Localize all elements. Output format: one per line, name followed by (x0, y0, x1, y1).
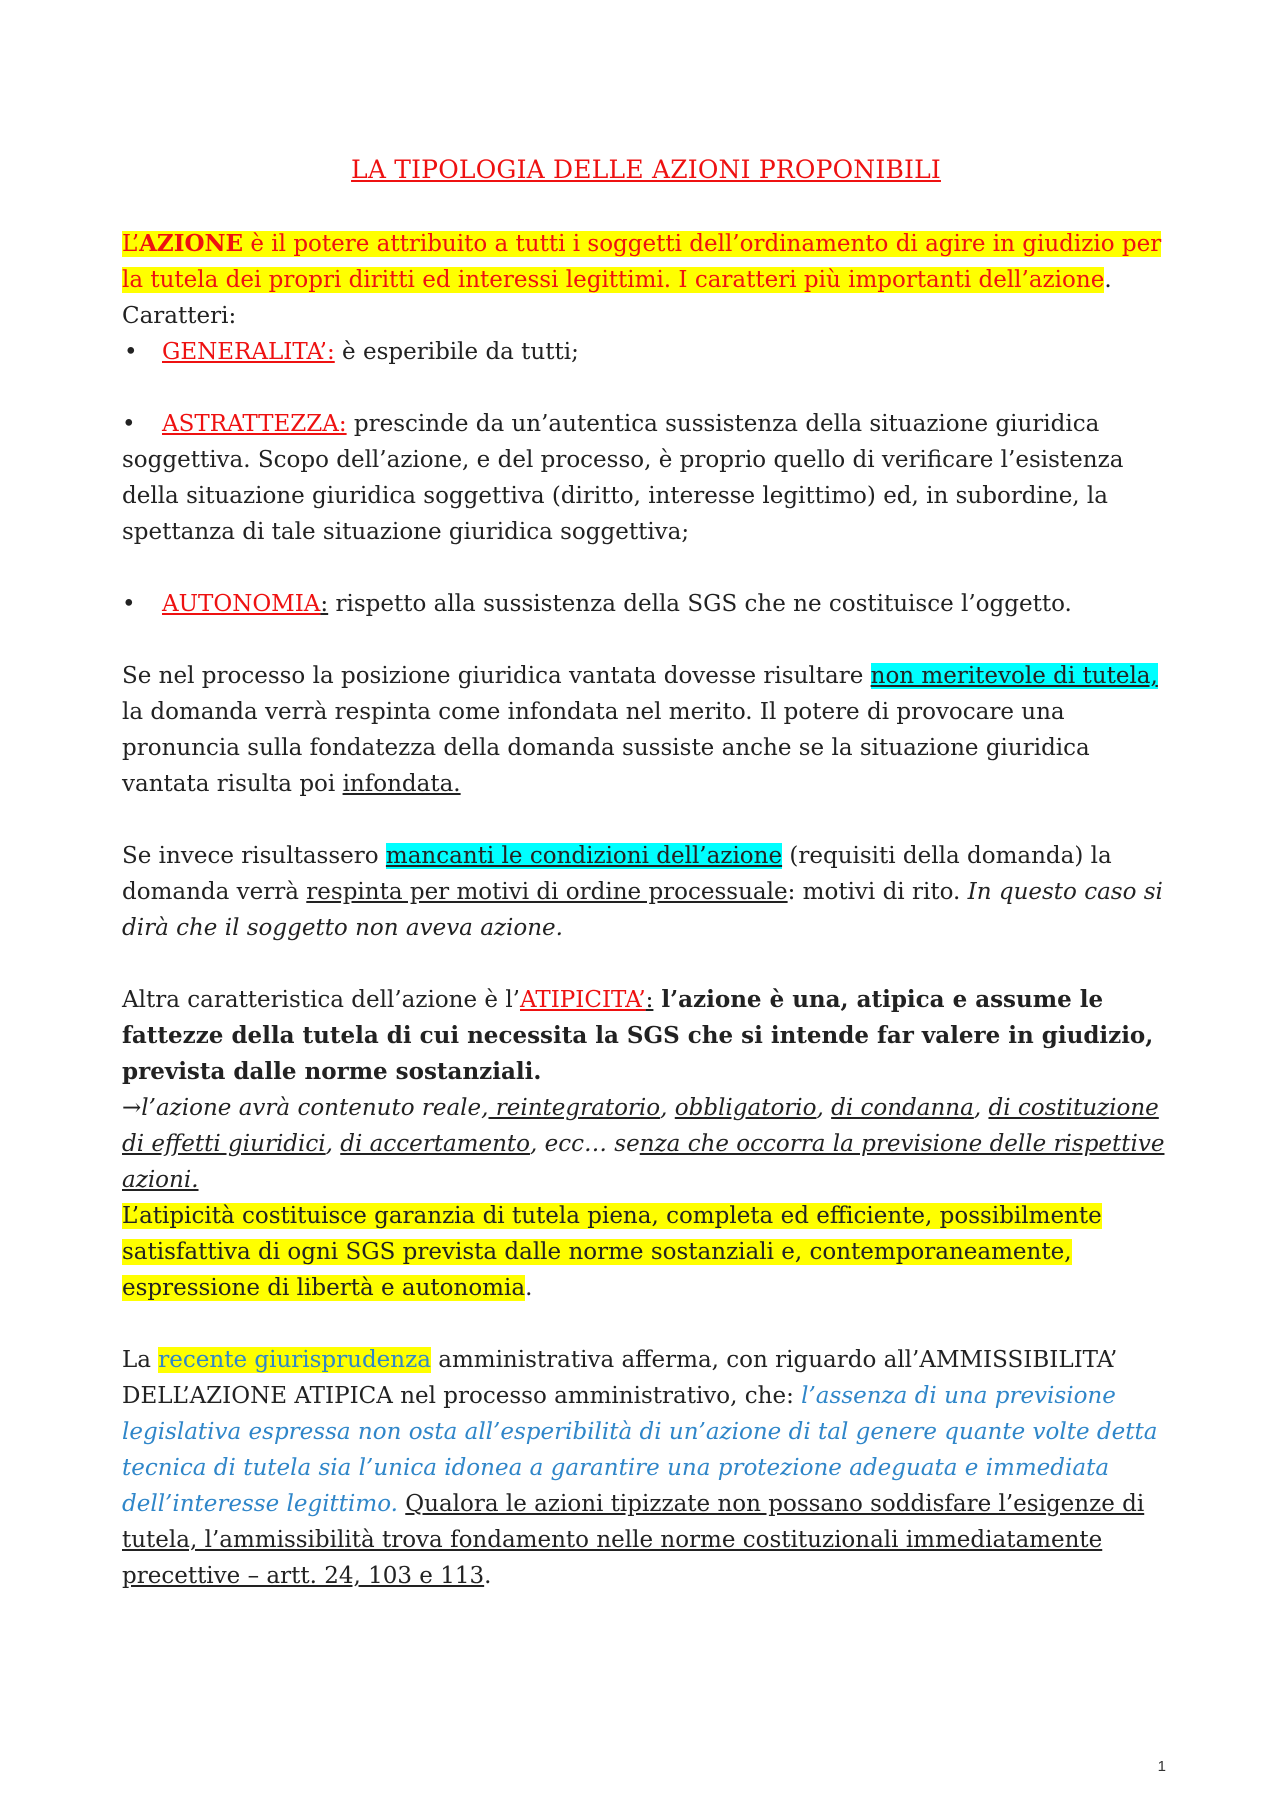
intro-text: è il potere attribuito a tutti i soggetti dell’ordinamento di agire in giudizio per la tutela dei propri diritti ed interessi legittimi. I caratteri più importanti dell’azione (122, 231, 1162, 293)
bullet-term: GENERALITA’: (162, 339, 335, 365)
bullet-astrattezza (122, 406, 1170, 550)
para2-text-a: Se invece risultassero (122, 843, 386, 869)
para3-italic-text: l’azione avrà contenuto reale, (141, 1095, 489, 1121)
caratteri-label: Caratteri: (122, 303, 237, 329)
page-number: 1 (1157, 1758, 1166, 1775)
atipicita-term: ATIPICITA’ (520, 987, 646, 1013)
intro-highlight (122, 231, 1161, 293)
para1-text-a: Se nel processo la posizione giuridica vantata dovesse risultare (122, 663, 871, 689)
bullet-term-colon: : (320, 591, 329, 617)
paragraph-giurisprudenza (122, 1342, 1170, 1594)
para4-text-a: La (122, 1347, 159, 1373)
para3-u-accertamento: di accertamento (340, 1131, 530, 1157)
para3-sep: , (816, 1095, 832, 1121)
para1-highlight: non meritevole di tutela, (870, 663, 1158, 689)
bullet-generalita (122, 334, 1170, 370)
bullet-icon: • (122, 411, 136, 437)
para3-bold: l’azione è una, atipica e assume le fattezze della tutela di cui necessita la SGS che si intende far valere in giudizio, prevista dalle norme sostanziali. (122, 986, 1154, 1085)
para3-u-costituzione: di costituzione di effetti giuridici (122, 1095, 1159, 1157)
page-title: LA TIPOLOGIA DELLE AZIONI PROPONIBILI (351, 155, 941, 184)
bullet-text: rispetto alla sussistenza della SGS che ne costituisce l’oggetto. (328, 591, 1072, 617)
intro-period: . (1104, 267, 1112, 293)
atipicita-colon: : (645, 987, 654, 1013)
para4-text-b: amministrativa afferma, con riguardo all’AMMISSIBILITA’ DELL’AZIONE ATIPICA nel processo amministrativo, che: (122, 1347, 1118, 1409)
para3-highlight: L’atipicità costituisce garanzia di tutela piena, completa ed efficiente, possibilmente satisfattiva di ogni SGS prevista dalle norme sostanziali e, contemporaneamente, espressione di libertà e autonomia (122, 1203, 1102, 1301)
bullet-text: è esperibile da tutti; (334, 339, 579, 365)
para1-text-b: la domanda verrà respinta come infondata nel merito. Il potere di provocare una pronuncia sulla fondatezza della domanda sussiste anche se la situazione giuridica vantata risulta poi (122, 699, 1090, 797)
para4-underline: Qualora le azioni tipizzate non possano soddisfare l’esigenze di tutela, l’ammissibilità trova fondamento nelle norme costituzionali immediatamente precettive – artt. 24, 103 e 113 (122, 1491, 1145, 1589)
para3-text-a: Altra caratteristica dell’azione è l’ (122, 987, 520, 1013)
document-page (122, 152, 1170, 1594)
para3-u-previsione: nza che occorra la previsione delle rispettive azioni. (122, 1131, 1165, 1193)
azione-term: AZIONE (139, 230, 244, 257)
bullet-autonomia (122, 586, 1170, 622)
intro-prefix: L’ (122, 231, 140, 257)
bullet-text: prescinde da un’autentica sussistenza della situazione giuridica soggettiva. Scopo dell’azione, e del processo, è proprio quello di verificare l’esistenza della situazione giuridica soggettiva (diritto, interesse legittimo) ed, in subordine, la spettanza di tale situazione giuridica soggettiva; (122, 411, 1124, 545)
para2-italic: In questo caso si dirà che il soggetto non aveva azione. (122, 879, 1163, 941)
para1-underline: infondata. (342, 771, 461, 797)
paragraph-atipicita (122, 982, 1170, 1306)
para4-quote: l’assenza di una previsione legislativa espressa non osta all’esperibilità di un’azione di tal genere quante volte detta tecnica di tutela sia l’unica idonea a garantire una protezione adeguata e immediata dell’interesse legittimo. (122, 1383, 1158, 1517)
para2-text-b: (requisiti della domanda) la domanda verrà (122, 843, 1112, 905)
para3-sep: , ecc… se (530, 1131, 640, 1157)
paragraph-rito (122, 838, 1170, 946)
para4-highlight: recente giurisprudenza (158, 1347, 431, 1373)
para3-end: . (525, 1275, 533, 1301)
para3-sep: , (660, 1095, 675, 1121)
para3-italic (122, 1095, 1164, 1193)
para2-underline: respinta per motivi di ordine processuale (306, 879, 788, 905)
arrow-icon: → (122, 1095, 142, 1121)
para3-u-condanna: di condanna (831, 1095, 974, 1121)
paragraph-merito (122, 658, 1170, 802)
bullet-icon: • (124, 339, 138, 365)
para3-sep: , (973, 1095, 989, 1121)
bullet-icon: • (122, 591, 136, 617)
para3-sep: , (325, 1131, 341, 1157)
para3-u-reintegratorio: reintegratorio (488, 1095, 661, 1121)
intro-paragraph (122, 226, 1170, 298)
para2-text-c: : motivi di rito. (787, 879, 968, 905)
para2-highlight: mancanti le condizioni dell’azione (385, 843, 783, 869)
para4-end: . (484, 1563, 492, 1589)
para3-u-obbligatorio: obbligatorio (674, 1095, 817, 1121)
bullet-term: ASTRATTEZZA: (162, 411, 347, 437)
bullet-term: AUTONOMIA (162, 591, 321, 617)
